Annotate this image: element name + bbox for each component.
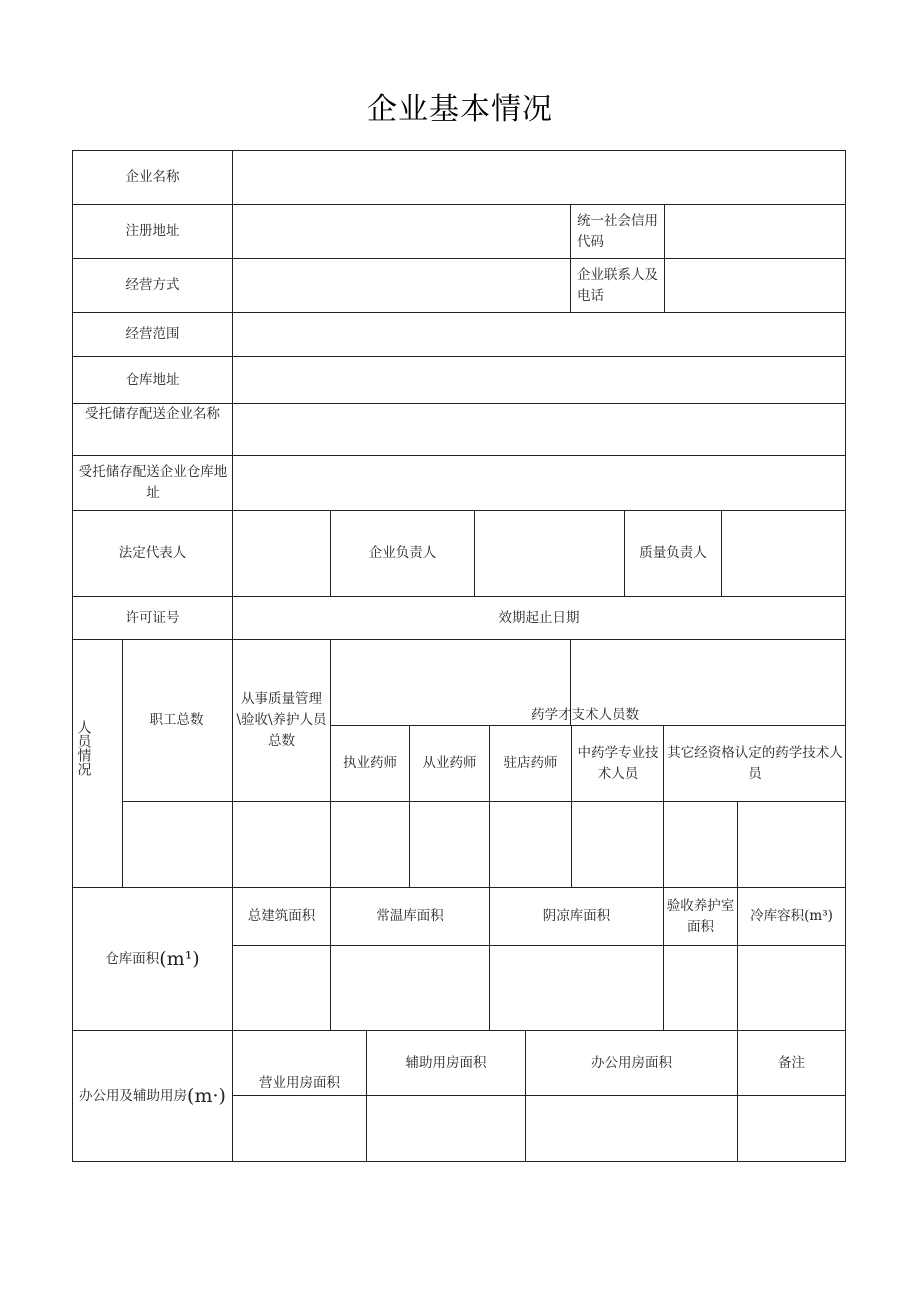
business-mode-label: 经营方式 [125, 277, 180, 293]
warehouse-address-label: 仓库地址 [125, 371, 180, 388]
personnel-section-label: 人员情况 [75, 720, 92, 776]
quality-head-label: 质量负责人 [639, 545, 707, 561]
quality-head-value-cell[interactable] [722, 511, 845, 596]
tcm-tech-label: 中药学专业技术人员 [577, 744, 659, 782]
normal-temp-area-label: 常温库面积 [376, 908, 444, 924]
pharma-tech-label: 药学才支术人员数 [531, 706, 639, 723]
legal-representative-label: 法定代表人 [118, 545, 187, 561]
credit-code-value-cell[interactable] [665, 205, 845, 258]
business-mode-value-cell[interactable] [233, 259, 570, 312]
office-room-area-label: 办公用房面积 [591, 1054, 672, 1071]
auxiliary-room-area-label: 辅助用房面积 [405, 1054, 487, 1071]
inspection-room-area-label: 验收养护室面积 [666, 897, 735, 935]
company-head-label: 企业负责人 [368, 545, 437, 561]
credit-code-label: 统一社会信用代码 [577, 212, 658, 250]
total-building-area-label: 总建筑面积 [247, 908, 316, 924]
grid-line [845, 150, 846, 1162]
remarks-label: 备注 [778, 1054, 805, 1071]
registered-address-value-cell[interactable] [233, 205, 570, 258]
warehouse-address-value-cell[interactable] [233, 357, 845, 403]
licensed-pharmacist-label: 执业药师 [343, 755, 397, 771]
entrusted-warehouse-address-label: 受托储存配送企业仓库地址 [78, 464, 228, 501]
entrusted-company-name-value-cell[interactable] [233, 404, 845, 455]
business-scope-value-cell[interactable] [233, 313, 845, 356]
grid-line [571, 725, 572, 887]
grid-line [663, 725, 664, 887]
grid-line [232, 945, 846, 946]
total-staff-label: 职工总数 [149, 712, 204, 728]
company-name-value-cell[interactable] [233, 151, 845, 204]
company-name-label: 企业名称 [125, 169, 180, 185]
registered-address-label: 注册地址 [125, 223, 180, 239]
other-tech-label: 其它经资格认定的药学技术人员 [667, 744, 843, 782]
warehouse-area-text: 仓库面积 [105, 950, 160, 967]
license-number-label: 许可证号 [125, 609, 180, 626]
business-room-area-label: 营业用房面积 [259, 1075, 340, 1091]
business-scope-label: 经营范围 [125, 326, 180, 342]
office-area-text: 办公用及辅助用房 [79, 1087, 188, 1104]
warehouse-area-unit: (m¹) [159, 947, 200, 970]
grid-line [232, 1095, 846, 1096]
grid-line [570, 204, 571, 312]
contact-value-cell[interactable] [665, 259, 845, 312]
page-title: 企业基本情况 [367, 92, 553, 127]
cool-shade-area-label: 阴凉库面积 [542, 908, 611, 924]
warehouse-area-label [73, 888, 232, 1030]
contact-label: 企业联系人及电话 [577, 266, 658, 304]
office-area-label [73, 1031, 232, 1161]
resident-pharmacist-label: 驻店药师 [503, 755, 558, 771]
office-area-unit: (m·) [187, 1084, 226, 1107]
quality-staff-label: 从事质量管理\验收\养护人员总数 [236, 691, 327, 749]
grid-line [72, 1161, 846, 1162]
grid-line [737, 801, 738, 887]
assistant-pharmacist-label: 从业药师 [422, 755, 477, 771]
validity-period-label: 效期起止日期 [498, 609, 580, 626]
cold-storage-volume-label: 冷库容积(m³) [750, 908, 833, 924]
legal-representative-value-cell[interactable] [233, 511, 330, 596]
entrusted-warehouse-address-value-cell[interactable] [233, 456, 845, 510]
entrusted-company-name-label: 受托储存配送企业名称 [85, 406, 220, 422]
company-head-value-cell[interactable] [475, 511, 624, 596]
